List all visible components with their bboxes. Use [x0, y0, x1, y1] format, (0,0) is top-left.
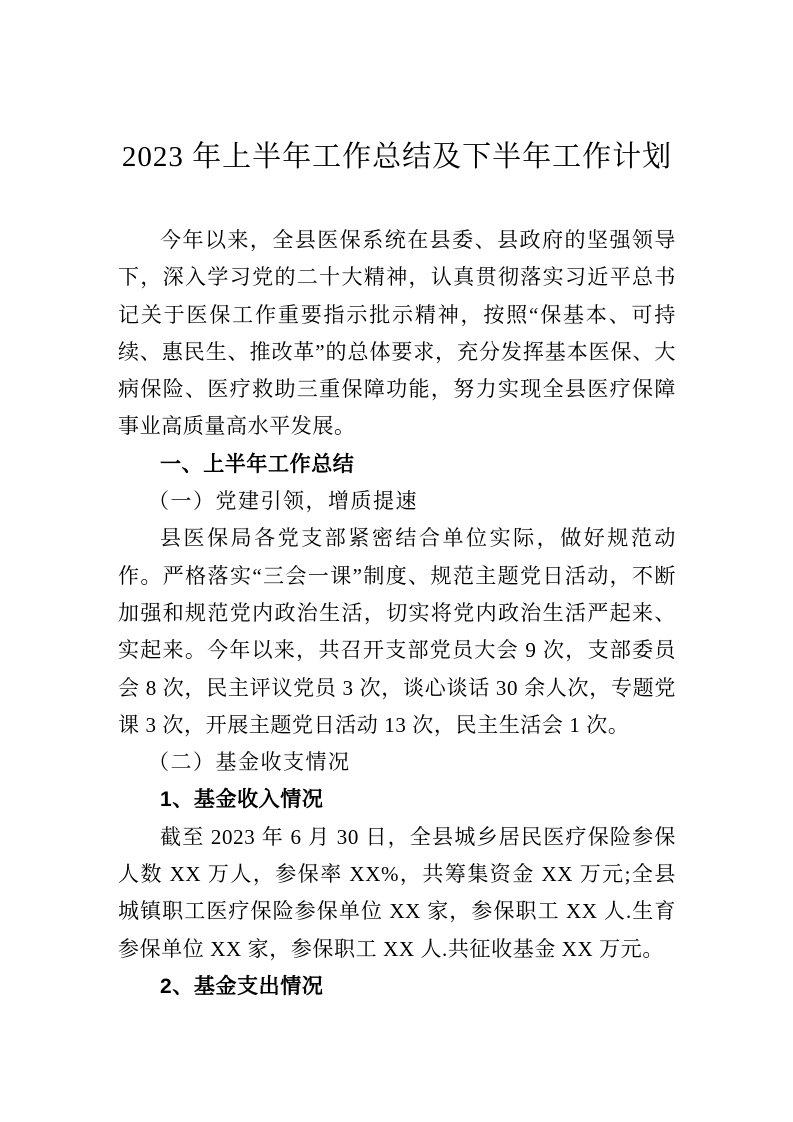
subsection-heading-party-building: （一）党建引领，增质提速	[148, 489, 418, 514]
section-heading-first-half-summary: 一、上半年工作总结	[160, 452, 355, 476]
numbered-heading-fund-expenditure: 2、基金支出情况	[160, 974, 324, 998]
document-content	[118, 137, 676, 1005]
document-title: 2023 年上半年工作总结及下半年工作计划	[121, 141, 673, 173]
numbered-heading-fund-income: 1、基金收入情况	[160, 788, 324, 812]
paragraph-party-building: 县医保局各党支部紧密结合单位实际，做好规范动作。严格落实“三会一课”制度、规范主题党日活动，不断加强和规范党内政治生活，切实将党内政治生活严起来、实起来。今年以来，共召开支部党员大会 9 次，支部委员会 8 次，民主评议党员 3 次，谈心谈话 30 余人次，专题党课 3 次，开展主题党日活动 13 次，民主生活会 1 次。	[118, 526, 676, 737]
subsection-heading-fund-income-expenditure: （二）基金收支情况	[148, 750, 351, 775]
paragraph-fund-income: 截至 2023 年 6 月 30 日，全县城乡居民医疗保险参保人数 XX 万人，参保率 XX%，共筹集资金 XX 万元;全县城镇职工医疗保险参保单位 XX 家，参保职工 XX 人.生育参保单位 XX 家，参保职工 XX 人.共征收基金 XX 万元。	[118, 824, 676, 961]
paragraph-intro: 今年以来，全县医保系统在县委、县政府的坚强领导下，深入学习党的二十大精神，认真贯彻落实习近平总书记关于医保工作重要指示批示精神，按照“保基本、可持续、惠民生、推改革”的总体要求，充分发挥基本医保、大病保险、医疗救助三重保障功能，努力实现全县医疗保障事业高质量高水平发展。	[118, 228, 676, 439]
